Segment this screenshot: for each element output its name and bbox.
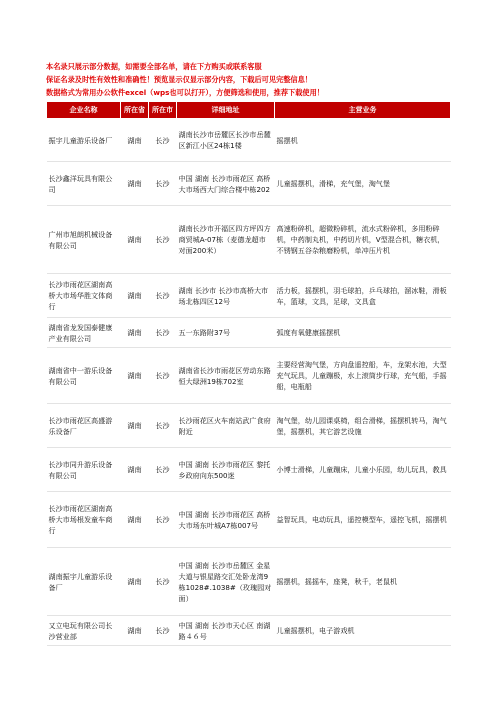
cell-business: 儿童摇摆机，滑梯，充气堡，淘气堡 xyxy=(275,162,451,206)
cell-province: 湖南 xyxy=(121,616,149,646)
cell-address: 湖南 长沙市 长沙市高桥大市场北栋四区12号 xyxy=(177,274,275,318)
table-row xyxy=(47,119,451,162)
cell-city: 长沙 xyxy=(149,274,177,318)
cell-province: 湖南 xyxy=(121,404,149,448)
cell-company-name: 湖南省龙发国泰健康产业有限公司 xyxy=(47,318,121,348)
cell-province: 湖南 xyxy=(121,162,149,206)
cell-company-name: 长沙鑫洋玩具有限公司 xyxy=(47,162,121,206)
cell-address: 中国 湖南 长沙市雨花区 高桥大市场西大门综合楼中栋202 xyxy=(177,162,275,206)
cell-business: 儿童摇摆机，电子游戏机 xyxy=(275,616,451,646)
table-row xyxy=(47,318,451,348)
table-row xyxy=(47,274,451,318)
cell-company-name: 长沙市雨花区湖南高桥大市场根发童车商行 xyxy=(47,492,121,548)
cell-company-name: 湖南振宇儿童游乐设备厂 xyxy=(47,548,121,616)
cell-company-name: 广州市旭朗机械设备有限公司 xyxy=(47,206,121,274)
cell-province: 湖南 xyxy=(121,119,149,162)
header-address: 详细地址 xyxy=(177,102,275,119)
cell-city: 长沙 xyxy=(149,616,177,646)
cell-address: 五一东路附37号 xyxy=(177,318,275,348)
company-table xyxy=(46,101,451,646)
cell-company-name: 又立电玩有限公司长沙营业部 xyxy=(47,616,121,646)
cell-business: 活力板，摇摆机，羽毛球拍，乒乓球拍，溜冰鞋，滑板车，篮球，文具，足球，文具盒 xyxy=(275,274,451,318)
cell-company-name: 振宇儿童游乐设备厂 xyxy=(47,119,121,162)
cell-business: 弧度有氧健康摇摆机 xyxy=(275,318,451,348)
cell-city: 长沙 xyxy=(149,404,177,448)
cell-address: 中国 湖南 长沙市天心区 南湖路４６号 xyxy=(177,616,275,646)
cell-city: 长沙 xyxy=(149,318,177,348)
cell-address: 中国 湖南 长沙市岳麓区 金星大道与银星路交汇处卧龙湾9栋1028#.1038#（玫瑰园对面） xyxy=(177,548,275,616)
notice-line: 数据格式为常用办公软件excel（wps也可以打开），方便筛选和使用，推荐下载使用！ xyxy=(46,88,324,97)
cell-business: 小博士滑梯，儿童蹦床，儿童小乐园，幼儿玩具，教具 xyxy=(275,448,451,492)
cell-company-name: 湖南省中一游乐设备有限公司 xyxy=(47,348,121,404)
cell-company-name: 长沙市雨花区湖南高桥大市场华胜文体商行 xyxy=(47,274,121,318)
cell-address: 中国 湖南 长沙市雨花区 高桥大市场东叶城A7栋007号 xyxy=(177,492,275,548)
table-row xyxy=(47,616,451,646)
cell-address: 湖南长沙市岳麓区长沙市岳麓区新江小区24栋1楼 xyxy=(177,119,275,162)
cell-city: 长沙 xyxy=(149,448,177,492)
cell-city: 长沙 xyxy=(149,162,177,206)
header-company-name: 企业名称 xyxy=(47,102,121,119)
header-city: 所在市 xyxy=(149,102,177,119)
cell-company-name: 长沙市雨花区高盛游乐设备厂 xyxy=(47,404,121,448)
cell-province: 湖南 xyxy=(121,318,149,348)
cell-business: 高速粉碎机，超微粉碎机，流水式粉碎机，多用粉碎机，中药制丸机，中药切片机，V型混合机，糖衣机，不锈钢五谷杂粮磨粉机，单冲压片机 xyxy=(275,206,451,274)
cell-business: 益智玩具，电动玩具，遥控模型车，遥控飞机，摇摆机 xyxy=(275,492,451,548)
cell-province: 湖南 xyxy=(121,348,149,404)
cell-city: 长沙 xyxy=(149,206,177,274)
table-row xyxy=(47,348,451,404)
table-row xyxy=(47,448,451,492)
cell-business: 淘气堡，幼儿园课桌椅，组合滑梯，摇摆机转马，淘气堡，摇摆机，其它游艺设施 xyxy=(275,404,451,448)
table-header-row xyxy=(47,102,451,119)
header-province: 所在省 xyxy=(121,102,149,119)
cell-province: 湖南 xyxy=(121,492,149,548)
cell-company-name: 长沙市同升游乐设备有限公司 xyxy=(47,448,121,492)
cell-province: 湖南 xyxy=(121,548,149,616)
table-row xyxy=(47,492,451,548)
table-row xyxy=(47,404,451,448)
header-business: 主营业务 xyxy=(275,102,451,119)
cell-business: 摇摆机 xyxy=(275,119,451,162)
cell-province: 湖南 xyxy=(121,206,149,274)
cell-city: 长沙 xyxy=(149,548,177,616)
notice-line: 保证名录及时性有效性和准确性！预览显示仅显示部分内容，下载后可见完整信息！ xyxy=(46,75,312,84)
cell-province: 湖南 xyxy=(121,274,149,318)
cell-address: 长沙雨花区火车南站武广食府附近 xyxy=(177,404,275,448)
cell-business: 摇摆机，摇摇车，座凳，秋千，老鼠机 xyxy=(275,548,451,616)
table-row xyxy=(47,162,451,206)
cell-province: 湖南 xyxy=(121,448,149,492)
cell-city: 长沙 xyxy=(149,348,177,404)
cell-address: 中国 湖南 长沙市雨花区 黎托乡政府向东500迷 xyxy=(177,448,275,492)
cell-city: 长沙 xyxy=(149,492,177,548)
notice-line: 本名录只展示部分数据，如需要全部名单，请在下方购买或联系客服 xyxy=(46,62,262,71)
table-row xyxy=(47,206,451,274)
cell-business: 主要经营淘气堡，方向盘遥控船，车，龙架水池，大型充气玩具，儿童蹦极，水上滚筒步行球，充气船，手摇船，电瓶船 xyxy=(275,348,451,404)
notice-block xyxy=(46,60,466,99)
cell-address: 湖南省长沙市雨花区劳动东路恒大绿洲19栋702室 xyxy=(177,348,275,404)
cell-address: 湖南长沙市开福区四方坪四方商贸城A-07栋（麦德龙超市对面200米） xyxy=(177,206,275,274)
table-row xyxy=(47,548,451,616)
cell-city: 长沙 xyxy=(149,119,177,162)
